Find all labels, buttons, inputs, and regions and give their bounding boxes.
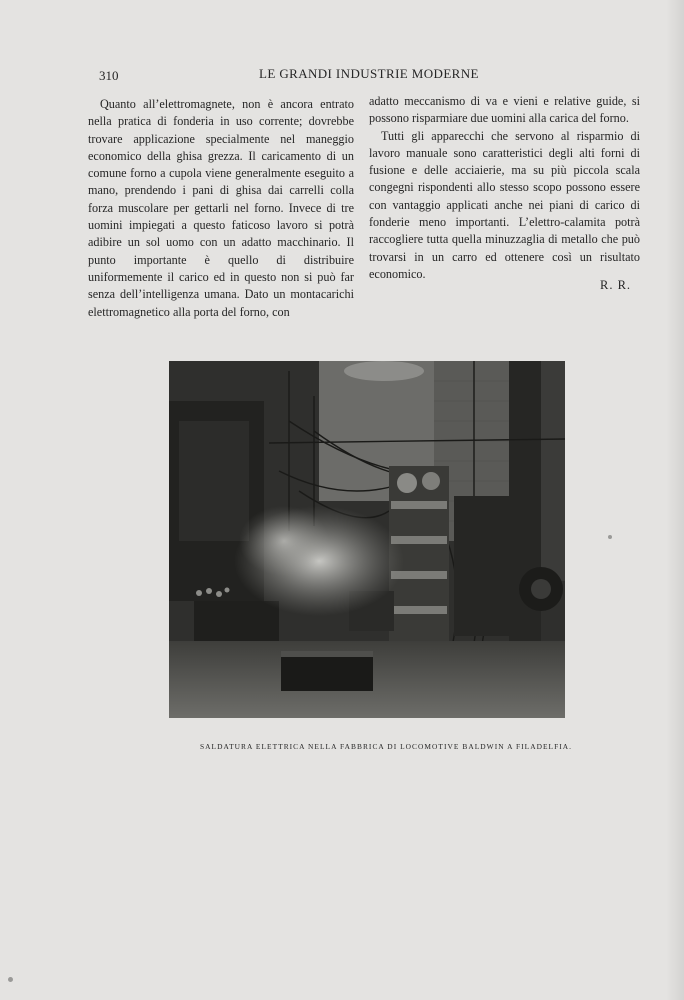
- left-paragraph: Quanto all’elettromagnete, non è ancora entrato nella pratica di fonderia in uso corrente; dovrebbe trovare applicazione specialmente nel maneggio economico della ghisa grezza. Il caricamento di un comune forno a cupola viene generalmente eseguito a mano, prendendo i pani di ghisa dai carrelli colla forza muscolare per gettarli nel forno. Invece di tre uomini impiegati a questo faticoso lavoro si potrà adibire un sol uomo con un adatto macchinario. Il punto importante è quello di distribuire uniformemente il carico ed in questo non si può far senza dell’intelligenza umana. Dato un montacarichi elettromagnetico alla porta del forno, con: [88, 97, 354, 319]
- running-head: LE GRANDI INDUSTRIE MODERNE: [259, 66, 479, 81]
- right-continuation-paragraph: adatto meccanismo di va e vieni e relative guide, si possono risparmiare due uomini alla carica del forno.: [369, 94, 640, 126]
- left-column: [88, 96, 354, 321]
- page-edge-shadow: [666, 0, 684, 1000]
- right-column: [369, 93, 640, 283]
- paper-speck: [8, 977, 13, 982]
- photograph-electric-welding: [169, 361, 565, 718]
- figure-caption: SALDATURA ELETTRICA NELLA FABBRICA DI LOCOMOTIVE BALDWIN A FILADELFIA.: [200, 742, 573, 751]
- author-signature: R. R.: [600, 278, 632, 292]
- page-number: 310: [99, 68, 119, 83]
- right-paragraph: Tutti gli apparecchi che servono al risparmio di lavoro manuale sono caratteristici degli alti forni di fusione e delle acciaierie, ma su più piccola scala congegni rispondenti allo stesso scopo possono essere con vantaggio applicati anche nei piani di carico di fonderie meno importanti. L’elettro-calamita potrà raccogliere tutta quella minuzzaglia di metallo che può trovarsi in un carro ed ottenere così un risultato economico.: [369, 128, 640, 281]
- paper-speck: [608, 535, 612, 539]
